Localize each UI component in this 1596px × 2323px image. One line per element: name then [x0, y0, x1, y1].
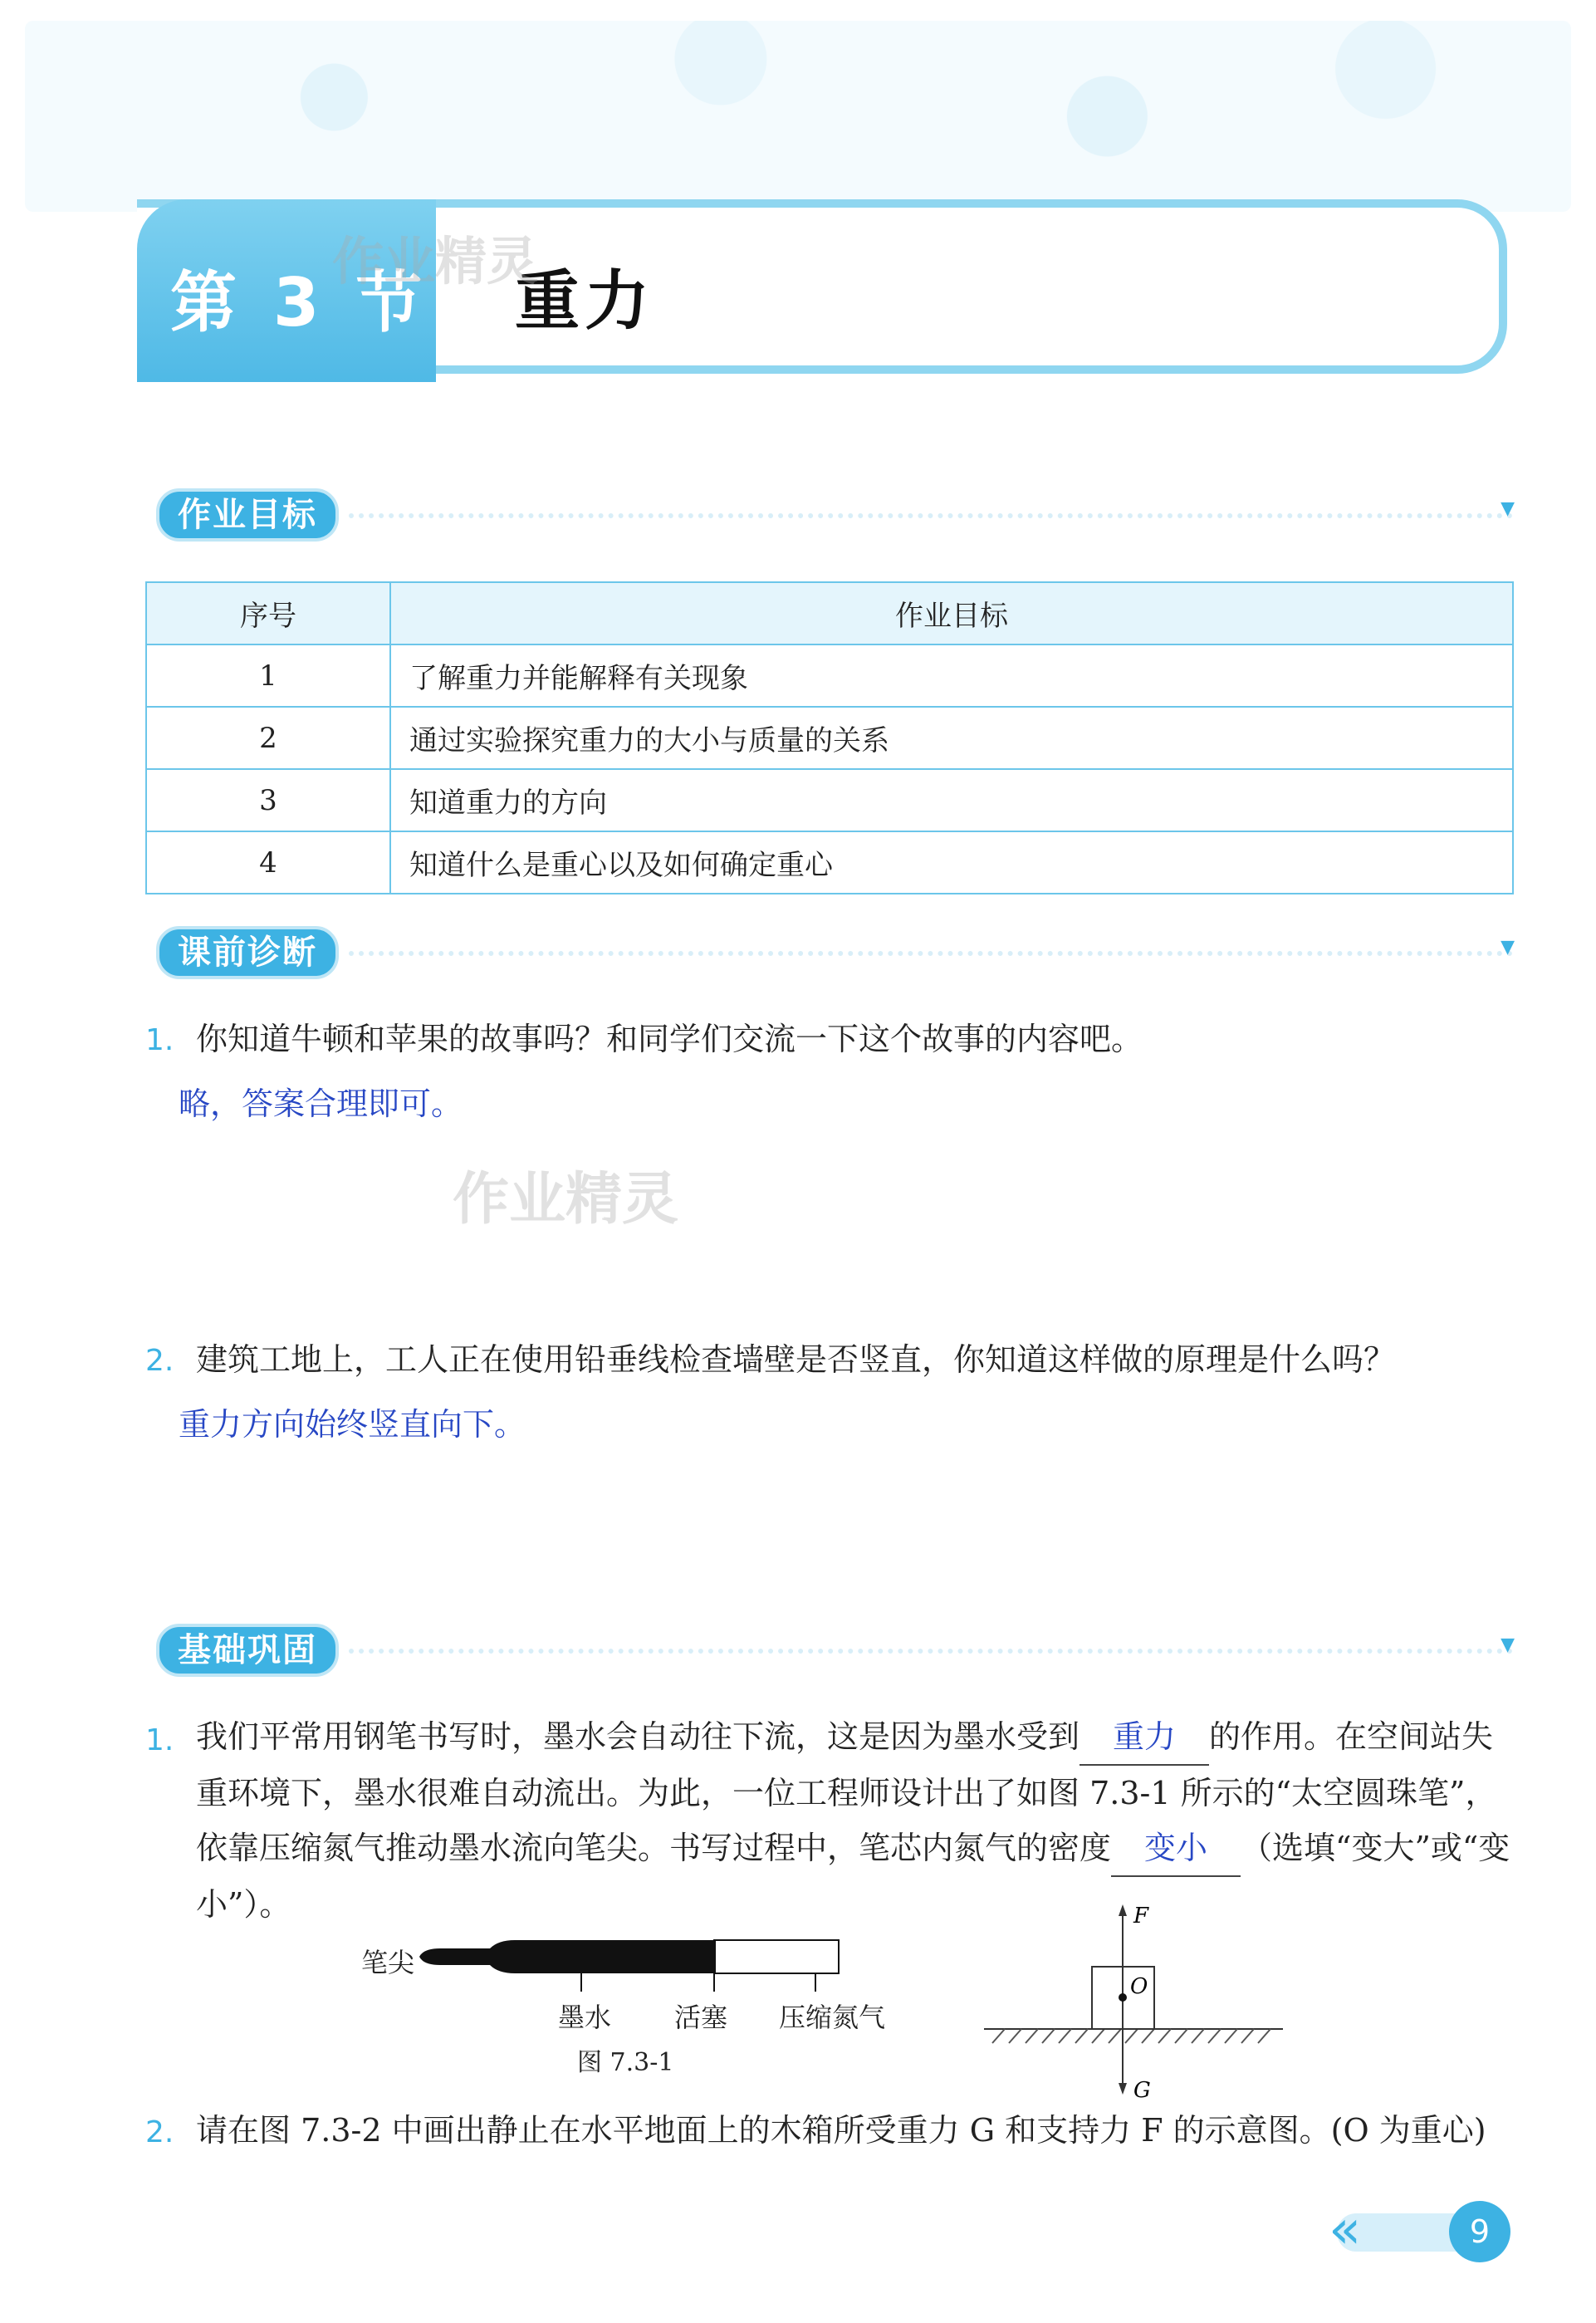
question-text-part: 的作用。在空间站失重环境下，墨水很难自动流出。为此，一位工程师设计出了如图 7.3-1 所示的“太空圆珠笔”，依靠压缩氮气推动墨水流向笔尖。书写过程中，笔芯内氮气的密度	[196, 1718, 1497, 1866]
watermark-logo: 作业精灵	[332, 231, 539, 292]
dotted-divider	[349, 1649, 1513, 1654]
pen-label-piston: 活塞	[674, 2002, 728, 2033]
pen-ink-body	[419, 1940, 714, 1973]
chevron-left-icon: «	[1329, 2199, 1362, 2261]
watermark-logo: 作业精灵	[453, 1167, 679, 1233]
question-number: 1.	[145, 1023, 174, 1057]
dotted-divider	[349, 513, 1513, 518]
triangle-down-icon: ▼	[1501, 1634, 1515, 1655]
header-cell: 序号	[146, 582, 390, 644]
center-of-gravity-dot	[1119, 1993, 1127, 2002]
answer-text: 略，答案合理即可。	[179, 1086, 463, 1122]
row-number: 2	[146, 707, 390, 769]
dotted-divider	[349, 951, 1513, 956]
question-number: 1.	[145, 1723, 174, 1757]
pen-label-ink: 墨水	[558, 2002, 612, 2033]
row-goal: 知道什么是重心以及如何确定重心	[390, 831, 1513, 894]
question-number: 2.	[145, 2115, 174, 2149]
table-row	[146, 831, 1513, 894]
row-number: 3	[146, 769, 390, 831]
question-number: 2.	[145, 1344, 174, 1378]
force-label-f: F	[1133, 1904, 1149, 1928]
header-cell: 作业目标	[390, 582, 1513, 644]
pen-label-tip: 笔尖	[361, 1947, 415, 1978]
row-goal: 知道重力的方向	[390, 769, 1513, 831]
triangle-down-icon: ▼	[1501, 937, 1515, 958]
section-tab-pre: 课前诊断	[156, 926, 339, 979]
table-header-row	[146, 582, 1513, 644]
row-number: 4	[146, 831, 390, 894]
ground-hatching	[992, 2029, 1270, 2043]
force-diagram	[976, 1898, 1291, 2105]
figure-caption: 图 7.3-1	[577, 2048, 674, 2077]
question-text-part: （选填“变大”或“变小”）。	[196, 1830, 1510, 1923]
triangle-down-icon: ▼	[1501, 498, 1515, 519]
row-goal: 通过实验探究重力的大小与质量的关系	[390, 707, 1513, 769]
pen-label-gas: 压缩氮气	[779, 2002, 886, 2033]
section-tab-basic: 基础巩固	[156, 1624, 339, 1677]
header-background-pattern	[25, 21, 1571, 212]
answer-blank: 重力	[1080, 1709, 1209, 1766]
question-text: 建筑工地上，工人正在使用铅垂线检查墙壁是否竖直，你知道这样做的原理是什么吗？	[196, 1341, 1396, 1378]
row-number: 1	[146, 644, 390, 707]
section-number: 第 3 节	[170, 264, 429, 341]
center-label-o: O	[1130, 1974, 1148, 1999]
table-row	[146, 644, 1513, 707]
question-text: 请在图 7.3-2 中画出静止在水平地面上的木箱所受重力 G 和支持力 F 的示意图。(O 为重心)	[196, 2112, 1486, 2149]
arrow-head-up-icon	[1119, 1904, 1127, 1916]
table-row	[146, 707, 1513, 769]
row-goal: 了解重力并能解释有关现象	[390, 644, 1513, 707]
question-text-part: 我们平常用钢笔书写时，墨水会自动往下流，这是因为墨水受到	[196, 1718, 1080, 1755]
section-tab-goals: 作业目标	[156, 488, 339, 542]
force-label-g: G	[1133, 2078, 1151, 2103]
goals-table	[145, 581, 1514, 894]
question-text: 你知道牛顿和苹果的故事吗？和同学们交流一下这个故事的内容吧。	[196, 1021, 1143, 1057]
arrow-head-down-icon	[1119, 2083, 1127, 2095]
pen-gas-chamber	[714, 1940, 839, 1973]
section-title: 重力	[515, 264, 655, 339]
answer-blank: 变小	[1111, 1821, 1241, 1877]
page-number: 9	[1449, 2201, 1510, 2262]
table-row	[146, 769, 1513, 831]
answer-text: 重力方向始终竖直向下。	[179, 1406, 526, 1443]
question-text	[196, 1709, 1516, 1932]
